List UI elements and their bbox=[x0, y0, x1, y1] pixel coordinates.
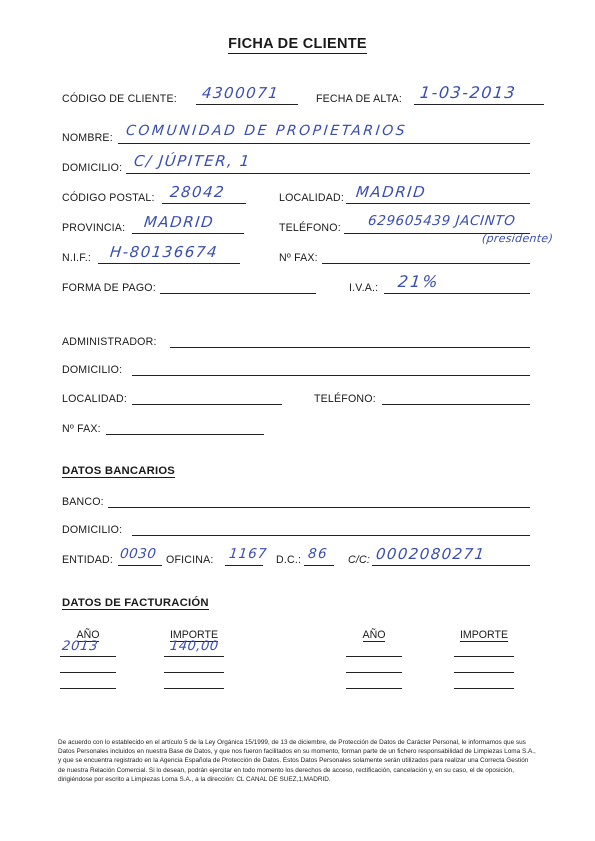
entidad-value: 0030 bbox=[119, 546, 158, 562]
billing-line-2-1 bbox=[164, 656, 224, 657]
page-title bbox=[0, 36, 595, 52]
oficina-line bbox=[225, 565, 263, 566]
billing-line-3-2 bbox=[346, 672, 402, 673]
billing-line-2-2 bbox=[164, 672, 224, 673]
billing-line-4-2 bbox=[454, 672, 514, 673]
provincia-line bbox=[132, 233, 244, 234]
dc-value: 86 bbox=[307, 546, 330, 562]
iva-label: I.V.A.: bbox=[349, 282, 379, 294]
col-importe-2-text: IMPORTE bbox=[459, 629, 509, 641]
bank-domicilio-line bbox=[132, 535, 530, 536]
nif-value: H-80136674 bbox=[109, 243, 219, 261]
admin-telefono-label: TELÉFONO: bbox=[314, 393, 376, 405]
fax-label: Nº FAX: bbox=[279, 252, 318, 264]
provincia-value: MADRID bbox=[143, 213, 216, 231]
billing-line-1-3 bbox=[60, 688, 116, 689]
codigo-cliente-label: CÓDIGO DE CLIENTE: bbox=[62, 93, 177, 105]
fecha-alta-value: 1-03-2013 bbox=[419, 83, 518, 102]
bank-domicilio-label: DOMICILIO: bbox=[62, 524, 123, 536]
page-title-text: FICHA DE CLIENTE bbox=[228, 36, 367, 52]
banco-label: BANCO: bbox=[62, 496, 104, 508]
legal-notice: De acuerdo con lo establecido en el artículo 5 de la Ley Orgánica 15/1999, de 13 de diciembre, de Protección de Datos de Carácter Personal, le informamos que sus Datos Personales incluidos en nuestra Base de Datos, y que nos fueron facilitados en su momento, forman parte de un fichero responsabilidad de Limpiezas Loma S.A., y que se encuentra registrado en la Agencia Española de Protección de Datos. Estos Datos Personales solamente serán utilizados para realizar una Correcta Gestión de nuestra Relación Comercial. Si lo desean, podrán ejercitar en todo momento los derechos de acceso, rectificación, cancelación y, en su caso, el de oposición, dirigiéndose por escrito a Limpiezas Loma S.A., a la dirección: CL CANAL DE SUEZ,1,MADRID. bbox=[58, 739, 536, 783]
admin-fax-label: Nº FAX: bbox=[62, 423, 101, 435]
fecha-alta-line bbox=[414, 104, 544, 105]
admin-telefono-line bbox=[382, 404, 530, 405]
codigo-cliente-line bbox=[196, 104, 298, 105]
cc-value: 0002080271 bbox=[375, 545, 487, 563]
iva-value: 21% bbox=[397, 272, 441, 291]
dc-label: D.C.: bbox=[276, 554, 302, 566]
cc-label: C/C: bbox=[348, 554, 370, 566]
codigo-postal-line bbox=[162, 203, 246, 204]
banco-line bbox=[108, 507, 530, 508]
codigo-postal-label: CÓDIGO POSTAL: bbox=[62, 192, 155, 204]
col-ano-2-text: AÑO bbox=[362, 629, 386, 641]
telefono-label: TELÉFONO: bbox=[279, 222, 341, 234]
nombre-label: NOMBRE: bbox=[62, 132, 113, 144]
localidad-value: MADRID bbox=[355, 183, 428, 201]
billing-line-2-3 bbox=[164, 688, 224, 689]
domicilio-line bbox=[126, 173, 530, 174]
billing-row1-ano: 2013 bbox=[61, 639, 100, 654]
nombre-value: COMUNIDAD DE PROPIETARIOS bbox=[125, 123, 408, 139]
nombre-line bbox=[118, 143, 530, 144]
oficina-label: OFICINA: bbox=[166, 554, 214, 566]
col-ano-1-text: AÑO bbox=[76, 629, 100, 641]
col-importe-2 bbox=[454, 629, 514, 641]
billing-line-3-1 bbox=[346, 656, 402, 657]
datos-facturacion-heading bbox=[62, 597, 209, 609]
forma-pago-line bbox=[160, 293, 316, 294]
col-ano-2 bbox=[346, 629, 402, 641]
forma-pago-label: FORMA DE PAGO: bbox=[62, 282, 156, 294]
codigo-postal-value: 28042 bbox=[169, 183, 227, 201]
admin-localidad-label: LOCALIDAD: bbox=[62, 393, 127, 405]
administrador-label: ADMINISTRADOR: bbox=[62, 336, 157, 348]
datos-bancarios-heading bbox=[62, 465, 175, 477]
nif-line bbox=[98, 263, 240, 264]
entidad-label: ENTIDAD: bbox=[62, 554, 114, 566]
admin-domicilio-line bbox=[132, 375, 530, 376]
codigo-cliente-value: 4300071 bbox=[201, 84, 281, 102]
iva-line bbox=[384, 293, 530, 294]
localidad-label: LOCALIDAD: bbox=[279, 192, 344, 204]
localidad-line bbox=[346, 203, 530, 204]
provincia-label: PROVINCIA: bbox=[62, 222, 126, 234]
entidad-line bbox=[118, 565, 162, 566]
billing-line-1-1 bbox=[60, 656, 116, 657]
datos-facturacion-text: DATOS DE FACTURACIÓN bbox=[62, 597, 209, 609]
nif-label: N.I.F.: bbox=[62, 252, 92, 264]
cc-line bbox=[372, 565, 530, 566]
datos-bancarios-text: DATOS BANCARIOS bbox=[62, 465, 176, 477]
administrador-line bbox=[170, 347, 530, 348]
admin-fax-line bbox=[106, 434, 264, 435]
domicilio-label: DOMICILIO: bbox=[62, 162, 123, 174]
fecha-alta-label: FECHA DE ALTA: bbox=[316, 93, 403, 105]
billing-line-4-1 bbox=[454, 656, 514, 657]
admin-domicilio-label: DOMICILIO: bbox=[62, 364, 123, 376]
telefono-value: 629605439 JACINTO bbox=[367, 213, 517, 229]
dc-line bbox=[304, 565, 334, 566]
fax-line bbox=[322, 263, 530, 264]
billing-line-1-2 bbox=[60, 672, 116, 673]
telefono-note: (presidente) bbox=[481, 232, 554, 245]
oficina-value: 1167 bbox=[228, 546, 269, 562]
billing-row1-importe: 140,00 bbox=[169, 639, 220, 654]
admin-localidad-line bbox=[132, 404, 282, 405]
billing-line-4-3 bbox=[454, 688, 514, 689]
billing-line-3-3 bbox=[346, 688, 402, 689]
col-importe-1-text: IMPORTE bbox=[169, 629, 219, 641]
domicilio-value: C/ JÚPITER, 1 bbox=[133, 152, 252, 170]
